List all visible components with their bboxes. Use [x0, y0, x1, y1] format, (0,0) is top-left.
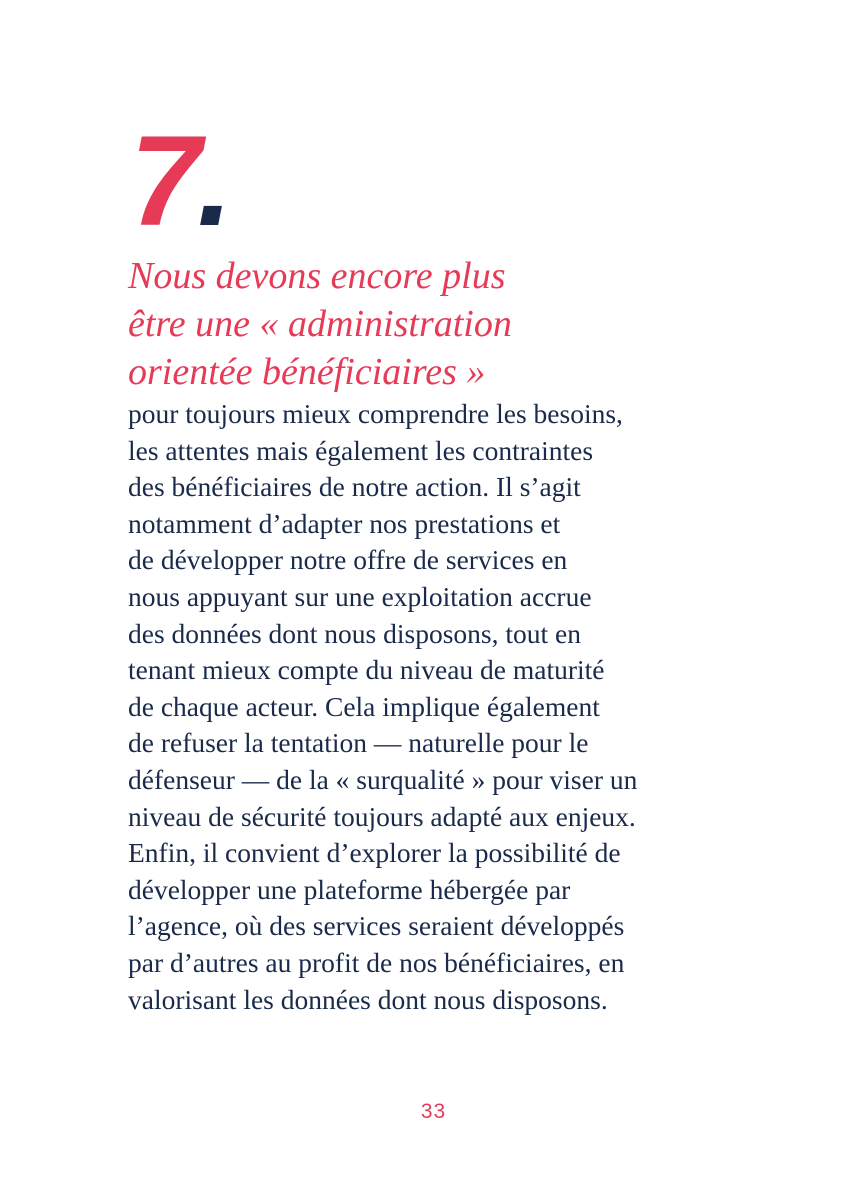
body-paragraph — [128, 396, 808, 1018]
body-line: valorisant les données dont nous disposons. — [128, 983, 608, 1015]
body-line: niveau de sécurité toujours adapté aux enjeux. — [128, 800, 636, 832]
body-line: Enfin, il convient d’explorer la possibilité de — [128, 837, 621, 869]
body-line: par d’autres au profit de nos bénéficiaires, en — [128, 946, 625, 978]
body-line: tenant mieux compte du niveau de maturité — [128, 654, 605, 686]
body-line: défenseur — de la « surqualité » pour viser un — [128, 763, 638, 795]
body-line: les attentes mais également les contraintes — [128, 434, 594, 466]
body-line: de refuser la tentation — naturelle pour le — [128, 727, 589, 759]
body-line: développer une plateforme hébergée par — [128, 873, 571, 905]
section-number-dot: . — [197, 110, 229, 253]
body-line: nous appuyant sur une exploitation accrue — [128, 580, 592, 612]
body-line: pour toujours mieux comprendre les besoins, — [128, 398, 623, 429]
section-heading — [128, 252, 768, 396]
body-line: des données dont nous disposons, tout en — [128, 617, 581, 649]
body-line: l’agence, où des services seraient développés — [128, 910, 625, 942]
section-number-digit: 7 — [130, 110, 198, 253]
page-number: 33 — [420, 1100, 447, 1123]
heading-line: orientée bénéficiaires » — [128, 351, 486, 393]
body-line: des bénéficiaires de notre action. Il s’agit — [128, 471, 581, 503]
body-line: de développer notre offre de services en — [128, 544, 568, 576]
heading-line: Nous devons encore plus — [128, 255, 506, 297]
body-line: notamment d’adapter nos prestations et — [128, 507, 561, 539]
section-number — [130, 110, 229, 253]
heading-line: être une « administration — [128, 303, 512, 345]
body-line: de chaque acteur. Cela implique également — [128, 690, 600, 722]
